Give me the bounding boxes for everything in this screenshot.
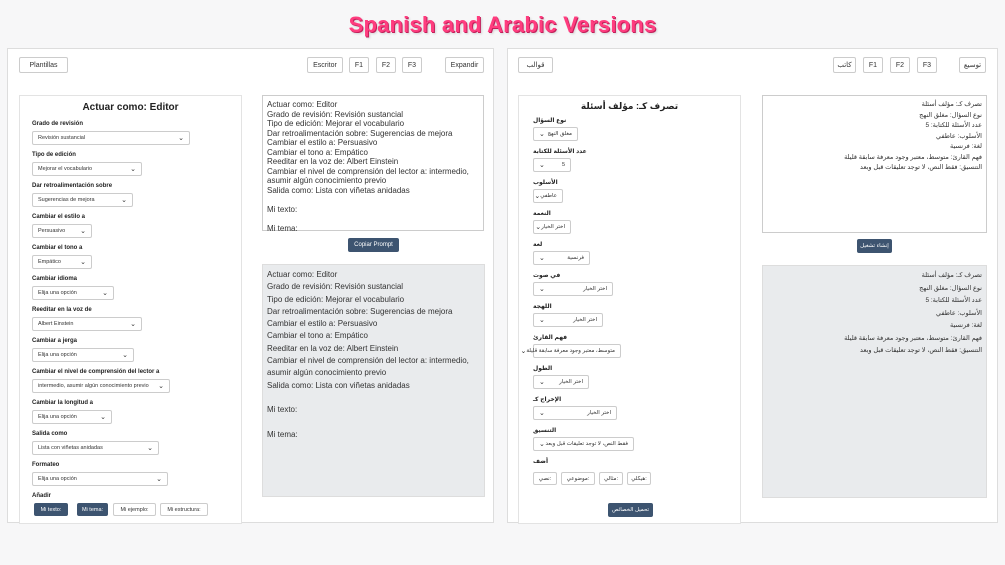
output-line: Salida como: Lista con viñetas anidadas [267,380,410,390]
f3-button[interactable]: F3 [917,57,937,73]
chevron-down-icon: ⌄ [130,166,136,173]
revision-grade-select[interactable] [32,131,190,145]
prompt-line: Cambiar el tono a: Empático [267,147,368,157]
jargon-select[interactable] [32,348,134,362]
prompt-textarea[interactable] [762,95,987,233]
prompt-line: Cambiar el estilo a: Persuasivo [267,138,378,147]
field-label: Cambiar el tono a [32,245,83,251]
tone-select[interactable] [32,255,92,269]
prompt-line: التنسيق: فقط النص، لا توجد تعليقات قبل وبعد [860,164,982,171]
f2-button[interactable]: F2 [890,57,910,73]
chevron-down-icon: ⌄ [539,255,545,262]
field-label: عدد الأسئلة للكتابة [533,149,587,155]
select-value: Elija una opción [38,290,77,296]
output-line: التنسيق: فقط النص، لا توجد تعليقات قبل وبعد [860,347,982,354]
output-format-select[interactable] [32,441,159,455]
prompt-line: نوع السؤال: مغلق النهج [919,111,982,119]
prompt-line: Cambiar el nivel de comprensión del lector a: intermedio, asumir algún conocimiento previo [267,166,472,185]
add-my-topic-tag[interactable]: موضوعي: [561,472,595,485]
select-value: اختر الخيار [573,317,597,323]
field-label: النغمة [533,211,551,217]
select-value: Lista con viñetas anidadas [38,445,103,451]
prompt-line: Mi texto: [267,204,298,214]
voice-select[interactable] [533,282,613,296]
add-my-text-tag[interactable]: Mi texto: [34,503,68,516]
prompt-textarea[interactable] [262,95,484,231]
output-line: الأسلوب: عاطفي [936,309,982,317]
dialect-select[interactable] [533,313,603,327]
select-value: مغلق النهج [547,131,572,137]
field-label: Dar retroalimentación sobre [32,183,113,189]
output-line: نوع السؤال: مغلق النهج [919,284,982,292]
output-line: Cambiar el estilo a: Persuasivo [267,319,378,329]
prompt-line: الأسلوب: عاطفي [936,132,982,140]
prompt-line: فهم القارئ: متوسط، معتبر وجود معرفة سابقة قليلة [844,153,982,161]
add-my-topic-tag[interactable]: Mi tema: [77,503,108,516]
field-label: Cambiar el nivel de comprensión del lector a [32,369,160,375]
writer-button[interactable]: Escritor [307,57,343,73]
field-label: Tipo de edición [32,152,76,158]
select-value: فقط النص، لا توجد تعليقات قبل وبعد [545,441,628,447]
output-line [267,392,480,404]
select-value: اختر الخيار [541,224,565,230]
prompt-line: Tipo de edición: Mejorar el vocabulario [267,119,405,128]
select-value: Elija una opción [38,352,77,358]
prompt-line [267,214,479,224]
chevron-down-icon: ⌄ [80,259,86,266]
field-label: Formateo [32,462,60,468]
form-title: Actuar como: Editor [82,102,179,113]
output-line: عدد الأسئلة للكتابة: 5 [925,297,982,304]
prompt-line: Grado de revisión: Revisión sustancial [267,109,404,119]
question-author-form [518,95,741,524]
prompt-line: عدد الأسئلة للكتابة: 5 [925,122,982,129]
field-label: نوع السؤال [533,118,567,124]
select-value: intermedio, asumir algún conocimiento previo [38,383,149,389]
f1-button[interactable]: F1 [863,57,883,73]
output-line: Reeditar en la voz de: Albert Einstein [267,343,399,353]
language-select[interactable] [533,251,590,265]
expand-button[interactable]: Expandir [445,57,484,73]
prompt-line: Reeditar en la voz de: Albert Einstein [267,157,399,166]
field-label: Reeditar en la voz de [32,307,92,313]
output-line [267,417,480,429]
templates-button[interactable]: قوالب [518,57,553,73]
output-line: لغة: فرنسية [950,322,982,329]
output-line: تصرف كـ: مؤلف أسئلة [921,272,982,279]
spanish-panel [7,48,494,523]
field-label: الإخراج كـ [533,397,562,403]
output-line: Mi tema: [267,429,298,439]
select-value: Persuasivo [38,228,66,234]
chevron-down-icon: ⌄ [539,410,545,417]
chevron-down-icon: ⌄ [121,197,127,204]
select-value: Albert Einstein [38,321,74,327]
select-value: اختر الخيار [559,379,583,385]
prompt-line: لغة: فرنسية [950,143,982,150]
add-my-structure-tag[interactable]: Mi estructura: [160,503,208,516]
select-value: اختر الخيار [583,286,607,292]
language-select[interactable] [32,286,114,300]
output-line: Cambiar el nivel de comprensión del lector a: intermedio, asumir algún conocimiento previo [267,356,472,378]
select-value: اختر الخيار [587,410,611,416]
field-label: الطول [533,366,553,372]
field-label: الأسلوب [533,180,558,186]
output-line: Grado de revisión: Revisión sustancial [267,282,404,292]
add-label: Añadir [32,493,52,499]
output-line: Dar retroalimentación sobre: Sugerencias de mejora [267,306,453,316]
add-my-example-tag[interactable]: مثالي: [599,472,623,485]
select-value: متوسط، معتبر وجود معرفة سابقة قليلة [526,348,615,354]
voice-select[interactable] [32,317,142,331]
field-label: Grado de revisión [32,121,84,127]
f2-button[interactable]: F2 [376,57,396,73]
select-value: Mejorar el vocabulario [38,166,93,172]
field-label: فهم القارئ [533,335,568,341]
writer-button[interactable]: كاتب [833,57,856,73]
templates-button[interactable]: Plantillas [19,57,68,73]
select-value: Empático [38,259,61,265]
prompt-line: Actuar como: Editor [267,100,338,109]
field-label: التنسيق [533,428,557,434]
chevron-down-icon: ⌄ [539,162,545,169]
chevron-down-icon: ⌄ [102,290,108,297]
tone-select[interactable] [533,220,571,234]
prompt-line [267,195,479,205]
select-value: Elija una opción [38,476,77,482]
f1-button[interactable]: F1 [349,57,369,73]
prompt-output [262,264,485,497]
page-title: Spanish and Arabic Versions [348,12,657,37]
chevron-down-icon: ⌄ [539,317,545,324]
arabic-panel [507,48,998,523]
customize-button[interactable]: تحميل الخصائص [608,503,653,517]
output-line: Actuar como: Editor [267,270,338,279]
form-title: تصرف كـ: مؤلف أسئلة [580,101,679,111]
prompt-line: Mi tema: [267,223,298,233]
prompt-line: Dar retroalimentación sobre: Sugerencias de mejora [267,128,453,138]
formatting-select[interactable] [32,472,168,486]
chevron-down-icon: ⌄ [539,441,545,448]
select-value: Revisión sustancial [38,135,86,141]
chevron-down-icon: ⌄ [535,224,542,231]
field-label: Cambiar a jerga [32,338,78,344]
field-label: Cambiar idioma [32,276,78,282]
chevron-down-icon: ⌄ [80,228,86,235]
editor-form [19,95,242,524]
feedback-select[interactable] [32,193,133,207]
output-line: Cambiar el tono a: Empático [267,331,368,341]
f3-button[interactable]: F3 [402,57,422,73]
chevron-down-icon: ⌄ [156,476,162,483]
question-count-select[interactable] [533,158,571,172]
select-value: فرنسية [567,255,584,261]
prompt-output [762,265,987,498]
output-line: Tipo de edición: Mejorar el vocabulario [267,294,405,304]
reader-level-select[interactable] [520,344,621,358]
output-line: فهم القارئ: متوسط، معتبر وجود معرفة سابقة قليلة [844,334,982,342]
chevron-down-icon: ⌄ [178,135,184,142]
field-label: Cambiar el estilo a [32,214,86,220]
formatting-select[interactable] [533,437,634,451]
add-my-text-tag[interactable]: نصي: [533,472,557,485]
add-label: أضف [533,459,548,465]
chevron-down-icon: ⌄ [130,321,136,328]
chevron-down-icon: ⌄ [520,348,527,355]
field-label: لغة [533,242,543,248]
output-line: Mi texto: [267,405,298,415]
prompt-line: Salida como: Lista con viñetas anidadas [267,185,410,195]
output-as-select[interactable] [533,406,617,420]
select-value: Sugerencias de mejora [38,197,95,203]
question-type-select[interactable] [533,127,578,141]
chevron-down-icon: ⌄ [539,379,545,386]
length-select[interactable] [533,375,589,389]
select-value: Elija una opción [38,414,77,420]
chevron-down-icon: ⌄ [539,131,545,138]
chevron-down-icon: ⌄ [539,286,545,293]
copy-prompt-button[interactable]: Copiar Prompt [348,238,399,252]
edit-type-select[interactable] [32,162,142,176]
chevron-down-icon: ⌄ [534,193,541,200]
reader-level-select[interactable] [32,379,170,393]
chevron-down-icon: ⌄ [100,414,106,421]
chevron-down-icon: ⌄ [158,383,164,390]
field-label: في صوت [533,273,561,279]
prompt-line: تصرف كـ: مؤلف أسئلة [921,101,982,108]
select-value: عاطفي [540,193,557,199]
length-select[interactable] [32,410,112,424]
add-my-example-tag[interactable]: Mi ejemplo: [113,503,156,516]
field-label: Salida como [32,431,68,437]
chevron-down-icon: ⌄ [122,352,128,359]
field-label: اللهجة [533,304,552,310]
add-my-structure-tag[interactable]: هيكلي: [627,472,651,485]
chevron-down-icon: ⌄ [147,445,153,452]
run-button[interactable]: إنشاء تشغيل [857,239,892,253]
style-select[interactable] [533,189,563,203]
field-label: Cambiar la longitud a [32,400,94,406]
style-select[interactable] [32,224,92,238]
select-value: 5 [561,162,565,168]
expand-button[interactable]: توسيع [959,57,986,73]
